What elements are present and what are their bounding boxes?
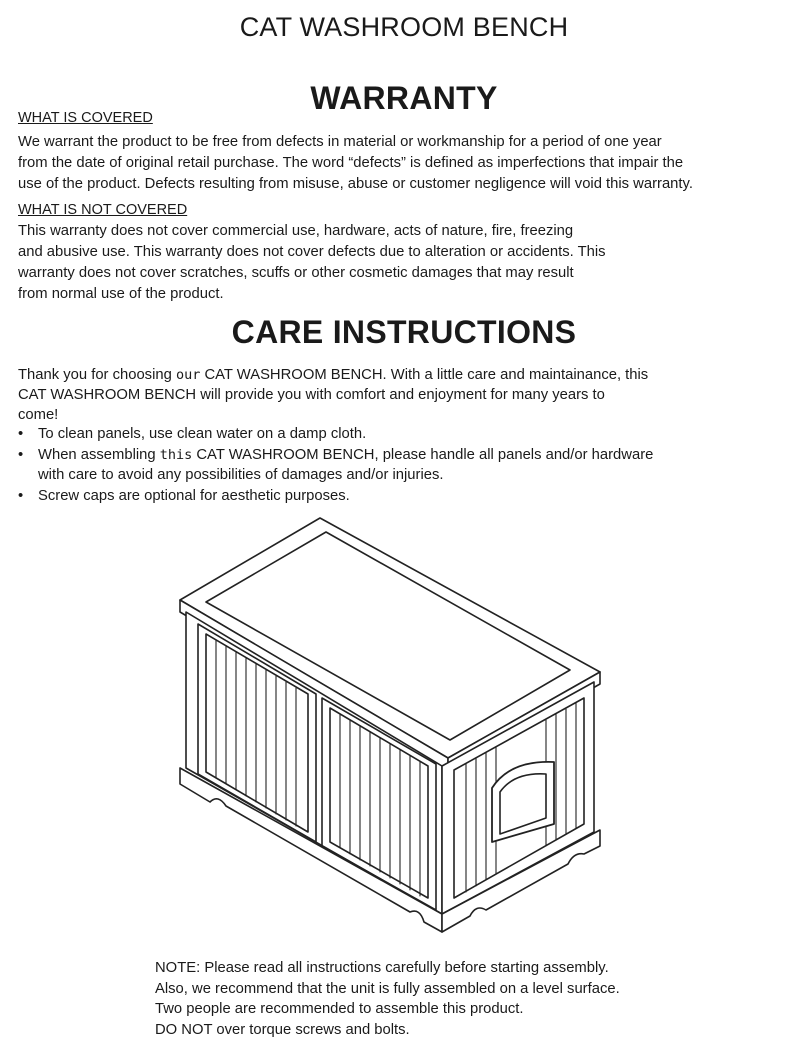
note-line: Also, we recommend that the unit is fully assembled on a level surface.	[155, 980, 620, 997]
care-intro-line: Thank you for choosing our CAT WASHROOM BENCH. With a little care and maintainance, this	[18, 367, 649, 383]
bullet-icon: •	[18, 426, 24, 442]
document-title: CAT WASHROOM BENCH	[239, 12, 569, 42]
what-is-not-covered-label: WHAT IS NOT COVERED	[18, 202, 188, 218]
not-covered-line: This warranty does not cover commercial use, hardware, acts of nature, fire, freezing	[18, 223, 574, 239]
care-intro-text	[18, 365, 648, 425]
care-intro-line: CAT WASHROOM BENCH will provide you with comfort and enjoyment for many years to	[18, 387, 605, 403]
care-bullet-list	[18, 424, 653, 506]
not-covered-line: and abusive use. This warranty does not cover defects due to alteration or accidents. This	[18, 244, 606, 260]
bullet-icon: •	[18, 487, 24, 504]
care-bullet-item: • To clean panels, use clean water on a damp cloth.	[18, 424, 653, 445]
what-is-not-covered-text	[18, 221, 606, 305]
care-bullet-item: • Screw caps are optional for aesthetic purposes.	[18, 486, 653, 507]
bullet-icon: •	[18, 446, 24, 463]
what-is-covered-label: WHAT IS COVERED	[18, 110, 153, 126]
not-covered-line: from normal use of the product.	[18, 286, 224, 302]
cat-washroom-bench-illustration	[170, 512, 610, 942]
care-intro-line: come!	[18, 407, 59, 423]
care-bullet-item: • When assembling this CAT WASHROOM BENCH, please handle all panels and/or hardware with care to avoid any possibilities of damages and/or injuries.	[18, 446, 654, 483]
not-covered-line: warranty does not cover scratches, scuffs or other cosmetic damages that may result	[18, 265, 574, 281]
what-is-covered-text	[18, 132, 693, 195]
care-instructions-heading: CARE INSTRUCTIONS	[231, 314, 577, 350]
note-line: NOTE: Please read all instructions carefully before starting assembly.	[155, 960, 609, 976]
covered-line: from the date of original retail purchase. The word “defects” is defined as imperfections that impair the	[18, 155, 684, 171]
covered-line: We warrant the product to be free from defects in material or workmanship for a period of one year	[18, 134, 662, 150]
warranty-heading: WARRANTY	[310, 80, 498, 116]
assembly-note	[155, 958, 620, 1040]
note-line: DO NOT over torque screws and bolts.	[155, 1021, 410, 1038]
covered-line: use of the product. Defects resulting from misuse, abuse or customer negligence will void this warranty.	[18, 176, 693, 192]
note-line: Two people are recommended to assemble this product.	[155, 1001, 524, 1017]
